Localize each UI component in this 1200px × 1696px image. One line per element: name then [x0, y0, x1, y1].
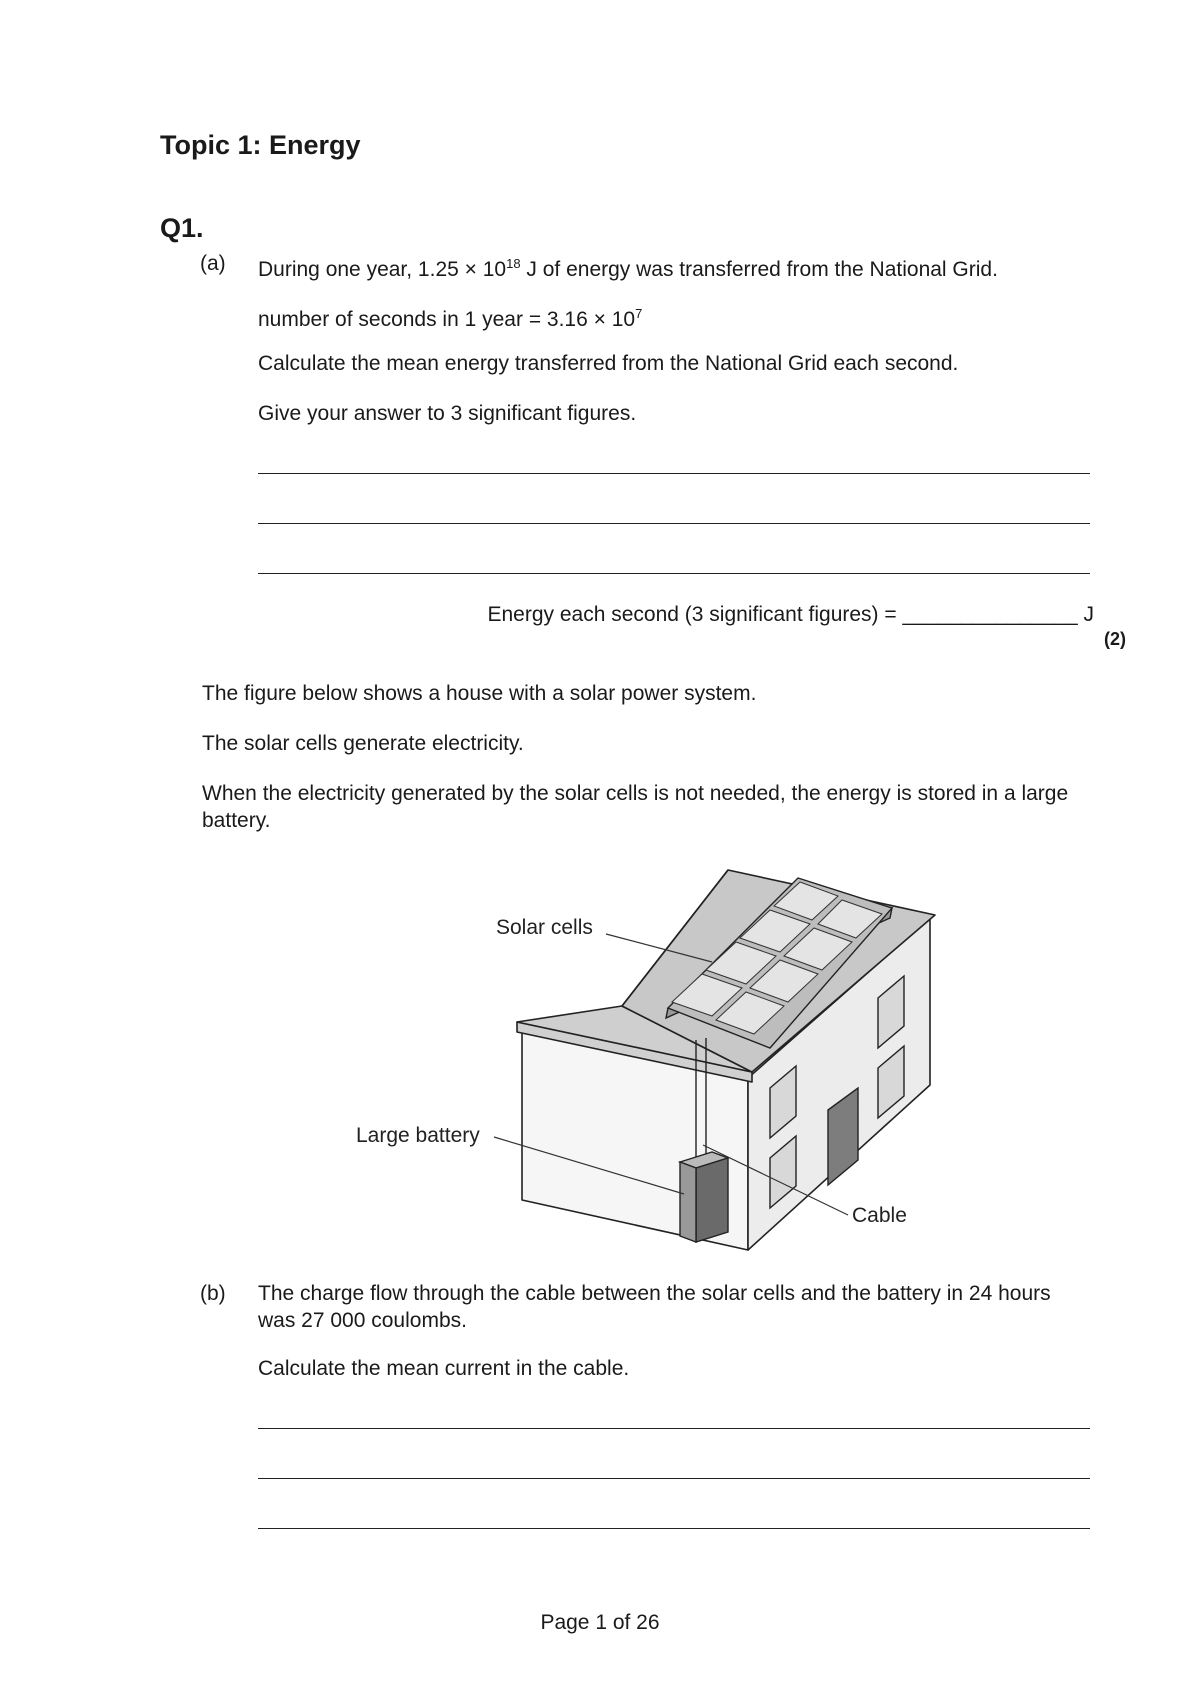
- part-b-p2: Calculate the mean current in the cable.: [258, 1357, 630, 1380]
- intro-p2: The solar cells generate electricity.: [202, 732, 524, 755]
- part-a-line2-text: number of seconds in 1 year = 3.16 × 10: [258, 308, 636, 331]
- part-a-line1-exponent: 18: [506, 256, 521, 271]
- answer-line-b2[interactable]: [258, 1478, 1090, 1479]
- part-a-line2-exponent: 7: [635, 306, 643, 321]
- label-cable: Cable: [852, 1204, 907, 1227]
- house-figure: [350, 845, 950, 1260]
- part-a-line3: Calculate the mean energy transferred from the National Grid each second.: [258, 352, 959, 375]
- part-b-p1: The charge flow through the cable between the solar cells and the battery in 24 hours was 27 000 coulombs.: [258, 1282, 1051, 1332]
- answer-line-b3[interactable]: [258, 1528, 1090, 1529]
- part-a-line2: [258, 300, 642, 333]
- part-a-line1: [258, 250, 998, 283]
- intro-p3: When the electricity generated by the solar cells is not needed, the energy is stored in a large battery.: [202, 782, 1069, 832]
- answer-prompt-a: Energy each second (3 significant figures) = _______________ J: [487, 603, 1094, 626]
- part-b-label: (b): [200, 1282, 226, 1305]
- question-number: Q1.: [160, 213, 204, 243]
- answer-line-a3[interactable]: [258, 573, 1090, 574]
- answer-line-a2[interactable]: [258, 523, 1090, 524]
- part-a-line4: Give your answer to 3 significant figures.: [258, 402, 637, 425]
- part-a-line1-text: During one year, 1.25 × 10: [258, 258, 507, 281]
- intro-p1: The figure below shows a house with a solar power system.: [202, 682, 757, 705]
- answer-line-b1[interactable]: [258, 1428, 1090, 1429]
- answer-line-a1[interactable]: [258, 473, 1090, 474]
- label-solar-cells: Solar cells: [496, 916, 593, 939]
- marks-a: (2): [1104, 629, 1126, 649]
- label-large-battery: Large battery: [356, 1124, 480, 1147]
- page-footer: Page 1 of 26: [540, 1611, 660, 1634]
- topic-title: Topic 1: Energy: [160, 130, 361, 160]
- part-a-line1-after: J of energy was transferred from the National Grid.: [520, 258, 998, 281]
- part-a-label: (a): [200, 252, 226, 275]
- battery: [680, 1152, 728, 1242]
